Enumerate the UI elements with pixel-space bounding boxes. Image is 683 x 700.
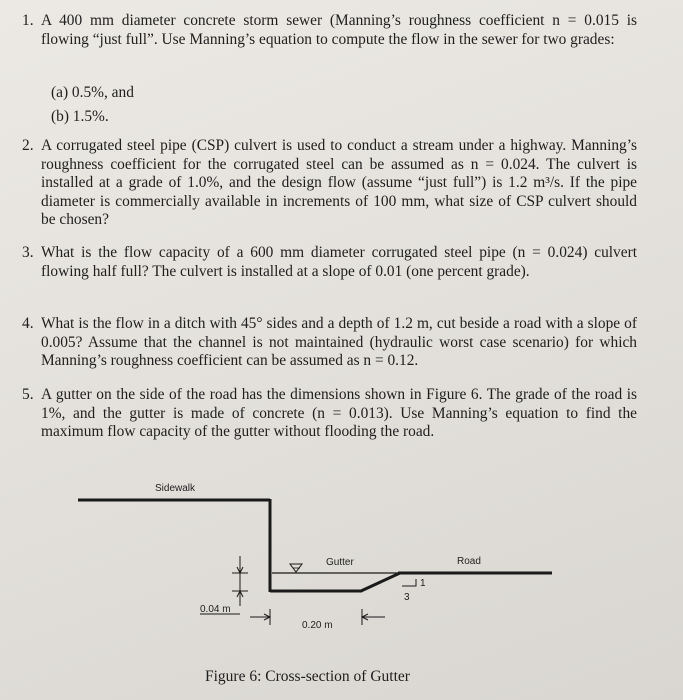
depth-label: 0.04 m (200, 604, 231, 615)
gutter-label: Gutter (326, 557, 354, 568)
slope-triangle (402, 579, 416, 586)
problem-text: A gutter on the side of the road has the dimensions shown in Figure 6. The grade of the road is 1%, and the gutter is made of concrete (n = 0.013). Use Manning’s equation to find the maximum flow capacity of the gutter without flooding the road. (41, 386, 637, 440)
subpart-a: (a) 0.5%, and (51, 84, 134, 101)
subpart-b: (b) 1.5%. (51, 108, 109, 125)
problem-number: 4. (22, 315, 34, 332)
problem-text: A corrugated steel pipe (CSP) culvert is used to conduct a stream under a highway. Manning’s roughness coefficient for the corrugated steel can be assumed as n = 0.024. The culvert is installed at a grade of 1.0%, and the design flow (assume “just full”) is 1.2 m³/s. If the pipe diameter is commercially available in increments of 100 mm, what size of CSP culvert should be chosen? (41, 137, 637, 228)
problem-text: What is the flow capacity of a 600 mm diameter corrugated steel pipe (n = 0.024) culvert flowing half full? The culvert is installed at a slope of 0.01 (one percent grade). (41, 244, 637, 280)
problem-number: 3. (22, 244, 34, 261)
problem-5 (22, 386, 637, 442)
problem-number: 1. (22, 12, 34, 29)
road-label: Road (457, 556, 481, 567)
problem-2 (22, 137, 637, 230)
width-label: 0.20 m (302, 620, 333, 631)
problem-3 (22, 244, 637, 281)
sidewalk-label: Sidewalk (155, 483, 196, 494)
slope-run-label: 3 (404, 592, 410, 603)
slope-rise-label: 1 (420, 578, 426, 589)
problem-text: What is the flow in a ditch with 45° sides and a depth of 1.2 m, cut beside a road with a slope of 0.005? Assume that the channel is not maintained (hydraulic worst case scenario) for which Manning’s roughness coefficient can be assumed as n = 0.12. (41, 315, 637, 369)
problem-4 (22, 315, 637, 371)
problem-number: 5. (22, 386, 34, 403)
gutter-cross-section-figure (0, 470, 683, 660)
gutter-slope (361, 573, 400, 591)
figure-caption: Figure 6: Cross-section of Gutter (205, 668, 410, 685)
problem-text: A 400 mm diameter concrete storm sewer (Manning’s roughness coefficient n = 0.015 is flowing “just full”. Use Manning’s equation to compute the flow in the sewer for two grades: (41, 12, 637, 48)
problem-number: 2. (22, 137, 34, 154)
problem-1 (22, 12, 637, 49)
